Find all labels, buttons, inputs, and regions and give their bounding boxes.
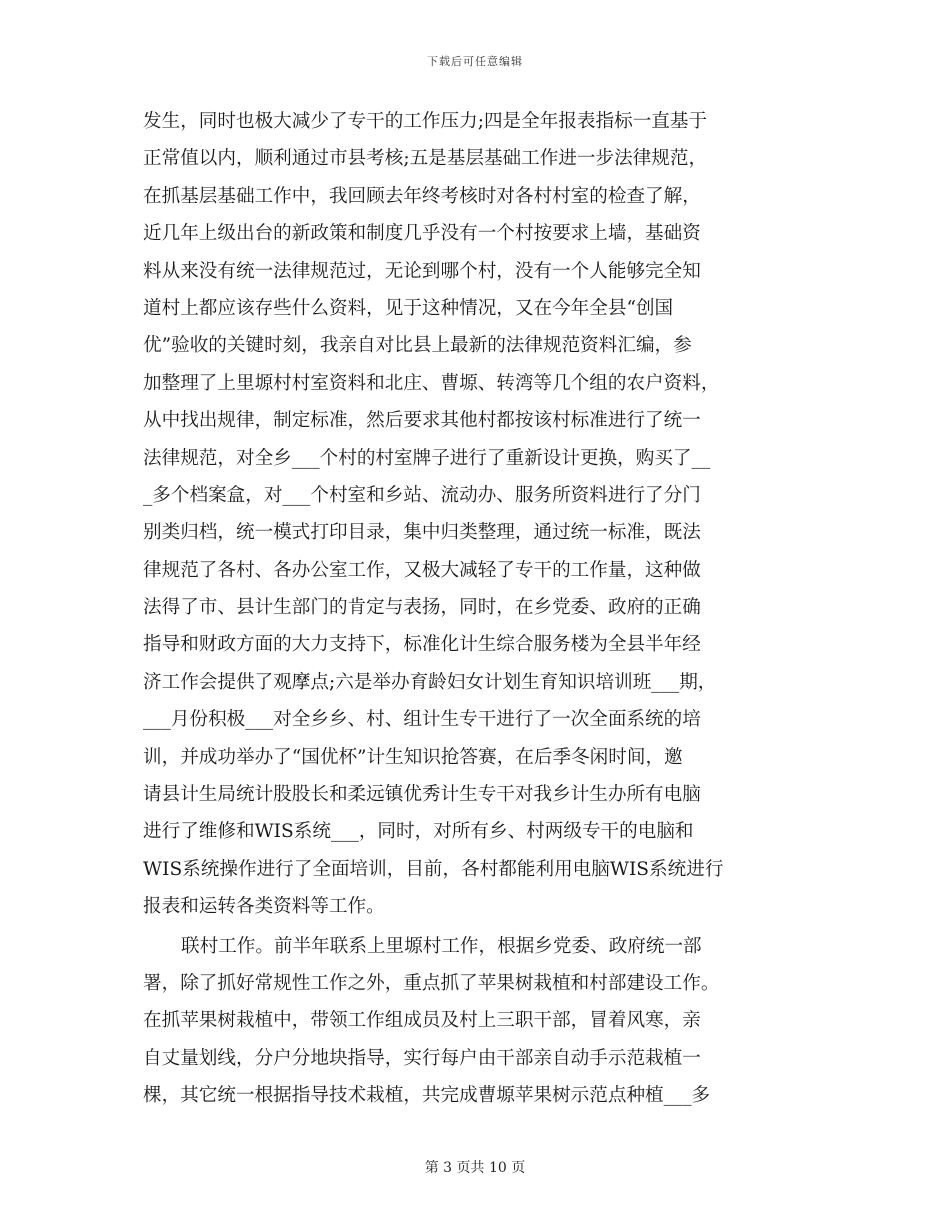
text-line: 训，并成功举办了“国优杯”计生知识抢答赛，在后季冬闲时间，邀: [143, 746, 683, 768]
text-line: 别类归档，统一模式打印目录，集中归类整理，通过统一标准，既法: [143, 522, 701, 544]
paragraph-1: [143, 103, 823, 926]
text-line: 指导和财政方面的大力支持下，标准化计生综合服务楼为全县半年经: [143, 634, 701, 656]
text-line: 律规范了各村、各办公室工作，又极大减轻了专干的工作量，这种做: [143, 559, 701, 581]
text-line: 法得了市、县计生部门的肯定与表扬，同时，在乡党委、政府的正确: [143, 597, 701, 619]
text-line: 报表和运转各类资料等工作。: [143, 896, 385, 918]
text-line: 自丈量划线，分户分地块指导，实行每户由干部亲自动手示范栽植一: [143, 1047, 701, 1069]
text-line: 济工作会提供了观摩点;六是举办育龄妇女计划生育知识培训班___期，: [143, 671, 717, 693]
text-line: 正常值以内，顺利通过市县考核;五是基层基础工作进一步法律规范，: [143, 148, 708, 170]
text-line: 道村上都应该存些什么资料，见于这种情况，又在今年全县“创国: [143, 297, 674, 319]
text-line: ___月份积极___对全乡乡、村、组计生专干进行了一次全面系统的培: [143, 709, 701, 731]
text-line: 在抓基层基础工作中，我回顾去年终考核时对各村村室的检查了解，: [143, 185, 701, 207]
text-line: 请县计生局统计股股长和柔远镇优秀计生专干对我乡计生办所有电脑: [143, 784, 701, 806]
text-line: _多个档案盒，对___个村室和乡站、流动办、服务所资料进行了分门: [143, 484, 701, 506]
text-line: 优”验收的关键时刻，我亲自对比县上最新的法律规范资料汇编，参: [143, 335, 692, 357]
text-line: 加整理了上里塬村村室资料和北庄、曹塬、转湾等几个组的农户资料，: [143, 372, 720, 394]
text-line: 联村工作。前半年联系上里塬村工作，根据乡党委、政府统一部: [181, 935, 702, 957]
page-number: 第 3 页共 10 页: [424, 1160, 526, 1176]
text-line: 法律规范，对全乡___个村的村室牌子进行了重新设计更换，购买了__: [143, 447, 711, 469]
text-line: 进行了维修和WIS系统___，同时，对所有乡、村两级专干的电脑和: [143, 821, 694, 843]
text-line: 近几年上级出台的新政策和制度几乎没有一个村按要求上墙，基础资: [143, 223, 701, 245]
text-line: 署，除了抓好常规性工作之外，重点抓了苹果树栽植和村部建设工作。: [143, 972, 720, 994]
paragraph-2: [143, 928, 823, 1115]
document-body: [143, 103, 823, 1115]
page-header: 下载后可任意编辑: [427, 55, 523, 68]
text-line: 从中找出规律，制定标准，然后要求其他村都按该村标准进行了统一: [143, 410, 701, 432]
text-line: 料从来没有统一法律规范过，无论到哪个村，没有一个人能够完全知: [143, 260, 701, 282]
text-line: 在抓苹果树栽植中，带领工作组成员及村上三职干部，冒着风寒，亲: [143, 1010, 701, 1032]
text-line: WIS系统操作进行了全面培训，目前，各村都能利用电脑WIS系统进行: [143, 858, 724, 880]
text-line: 棵，其它统一根据指导技术栽植，共完成曹塬苹果树示范点种植___多: [143, 1085, 711, 1107]
text-line: 发生，同时也极大减少了专干的工作压力;四是全年报表指标一直基于: [143, 111, 708, 132]
